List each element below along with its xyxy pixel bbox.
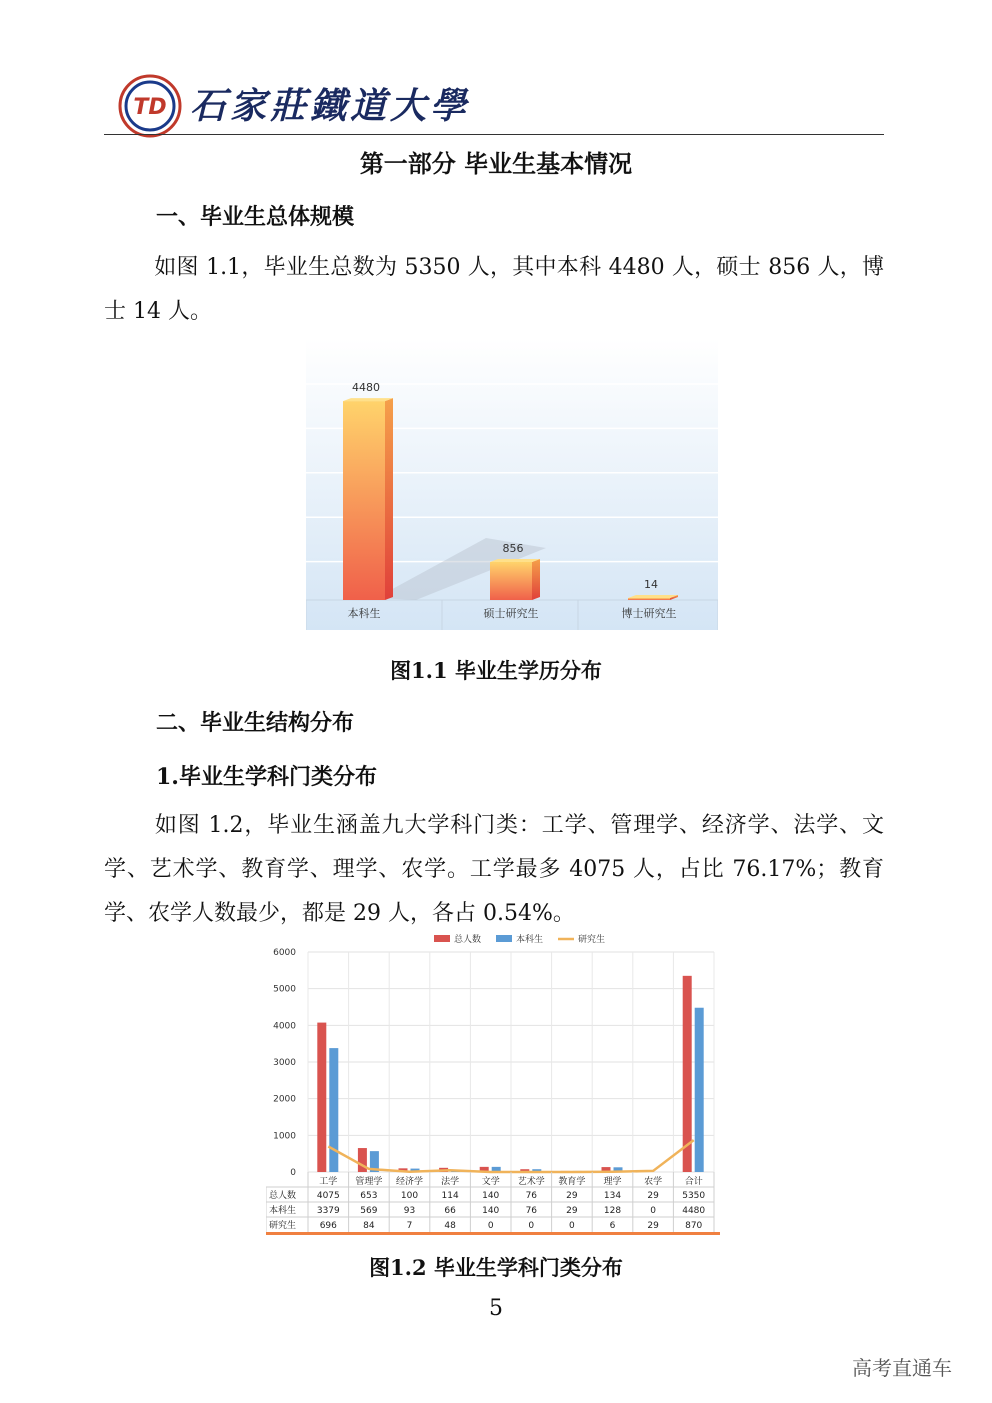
chart2-table-cell: 569 [360,1206,378,1216]
discipline-chart [266,930,720,1236]
table-bottom-bar [266,1232,720,1235]
chart2-y-tick: 5000 [273,984,296,995]
chart2-table-cell: 7 [406,1221,413,1231]
chart2-table-cell: 114 [441,1191,459,1201]
chart1-bar-top [343,398,393,401]
chart2-table-row-label: 本科生 [269,1206,297,1216]
legend-label: 研究生 [578,935,606,945]
logo-text: TD [133,95,167,120]
chart2-table-cell: 134 [603,1191,622,1201]
section2-paragraph: 如图 1.2，毕业生涵盖九大学科门类：工学、管理学、经济学、法学、文学、艺术学、教育学、理学、农学。工学最多 4075 人，占比 76.17%；教育学、农学人数最少，都是 29 人，各占 0.54%。 [104,813,884,926]
chart2-table-cell: 76 [525,1206,538,1216]
chart1-category-label: 博士研究生 [621,607,677,620]
chart2-table-cell: 0 [650,1206,656,1216]
chart2-table-cell: 29 [647,1221,659,1231]
chart1-bar [628,598,670,600]
chart2-table-row-label: 总人数 [269,1191,297,1201]
chart1-bar-top [628,595,678,598]
legend-swatch [496,935,512,942]
chart2-category-label: 文学 [481,1177,500,1187]
chart2-table-cell: 93 [403,1206,416,1216]
chart2-table-cell: 870 [685,1221,703,1231]
figure1-caption: 图1.1 毕业生学历分布 [390,658,602,683]
chart1-bar [490,562,532,600]
chart2-table-cell: 0 [528,1221,535,1231]
chart1-category-label: 硕士研究生 [483,607,539,620]
chart1-bar-top [490,559,540,562]
chart2-bar [317,1023,326,1172]
chart2-y-tick: 0 [290,1168,296,1178]
chart1-value-label: 4480 [352,381,380,395]
legend-label: 总人数 [454,935,482,945]
header-rule [104,134,884,135]
chart1-bar-side [532,559,540,600]
chart2-table-cell: 6 [609,1221,616,1231]
chart2-table-cell: 696 [319,1221,337,1231]
chart2-table-cell: 29 [566,1206,578,1216]
page-number: 5 [489,1296,503,1321]
chart2-y-tick: 3000 [273,1058,296,1068]
chart2-table-cell: 84 [363,1221,375,1231]
chart1-value-label: 856 [502,541,524,555]
watermark: 高考直通车 [852,1356,952,1380]
chart2-table-cell: 48 [444,1221,456,1231]
chart2-table-cell: 100 [400,1191,419,1201]
chart2-category-label: 合计 [684,1177,703,1187]
chart2-table-cell: 140 [482,1191,500,1201]
chart2-table-cell: 0 [569,1221,575,1231]
chart2-table-cell: 3379 [316,1206,340,1216]
legend-swatch [434,935,450,942]
chart2-table-cell: 4480 [682,1206,706,1216]
chart1-value-label: 14 [644,578,658,591]
chart2-table-cell: 0 [487,1221,494,1231]
chart2-category-label: 法学 [441,1177,460,1187]
chart2-category-label: 农学 [644,1177,663,1187]
section2-heading: 二、毕业生结构分布 [156,710,355,736]
chart2-bar [329,1048,338,1172]
chart2-category-label: 工学 [319,1177,338,1187]
chart2-table-cell: 653 [360,1191,378,1201]
chart2-table-cell: 140 [482,1206,500,1216]
chart2-table-cell: 29 [566,1191,578,1201]
chart2-table-cell: 29 [647,1191,659,1201]
chart2-category-label: 经济学 [395,1177,424,1187]
chart2-category-label: 教育学 [558,1177,586,1187]
chart2-bar [695,1008,704,1172]
figure2-caption: 图1.2 毕业生学科门类分布 [369,1255,623,1280]
education-level-chart [306,338,718,630]
chart2-y-tick: 4000 [273,1021,296,1032]
chart1-category-label: 本科生 [347,607,381,620]
chart2-table-cell: 4075 [316,1191,340,1201]
chart2-category-label: 理学 [603,1177,622,1187]
chart1-bar-side [385,398,393,600]
chart2-table-cell: 76 [525,1191,538,1201]
section2-subheading: 1.毕业生学科门类分布 [156,764,377,790]
section1-heading: 一、毕业生总体规模 [156,204,355,230]
university-logo [118,74,182,138]
part-title: 第一部分 毕业生基本情况 [359,149,633,178]
chart2-table-cell: 66 [444,1206,456,1216]
chart2-y-tick: 2000 [273,1094,296,1105]
chart2-category-label: 艺术学 [517,1177,545,1187]
chart2-legend [434,933,605,945]
chart2-y-tick: 1000 [273,1131,296,1142]
chart1-bar [343,401,385,600]
chart2-y-tick: 6000 [273,948,296,958]
chart2-table-row-label: 研究生 [269,1221,297,1231]
section1-paragraph: 如图 1.1，毕业生总数为 5350 人，其中本科 4480 人，硕士 856 人，博士 14 人。 [104,255,884,324]
university-name: 石家莊鐵道大學 [190,85,471,127]
chart2-table-cell: 5350 [682,1191,706,1201]
chart2-table-cell: 128 [603,1206,622,1216]
chart2-category-label: 管理学 [355,1177,383,1187]
legend-label: 本科生 [516,935,544,945]
